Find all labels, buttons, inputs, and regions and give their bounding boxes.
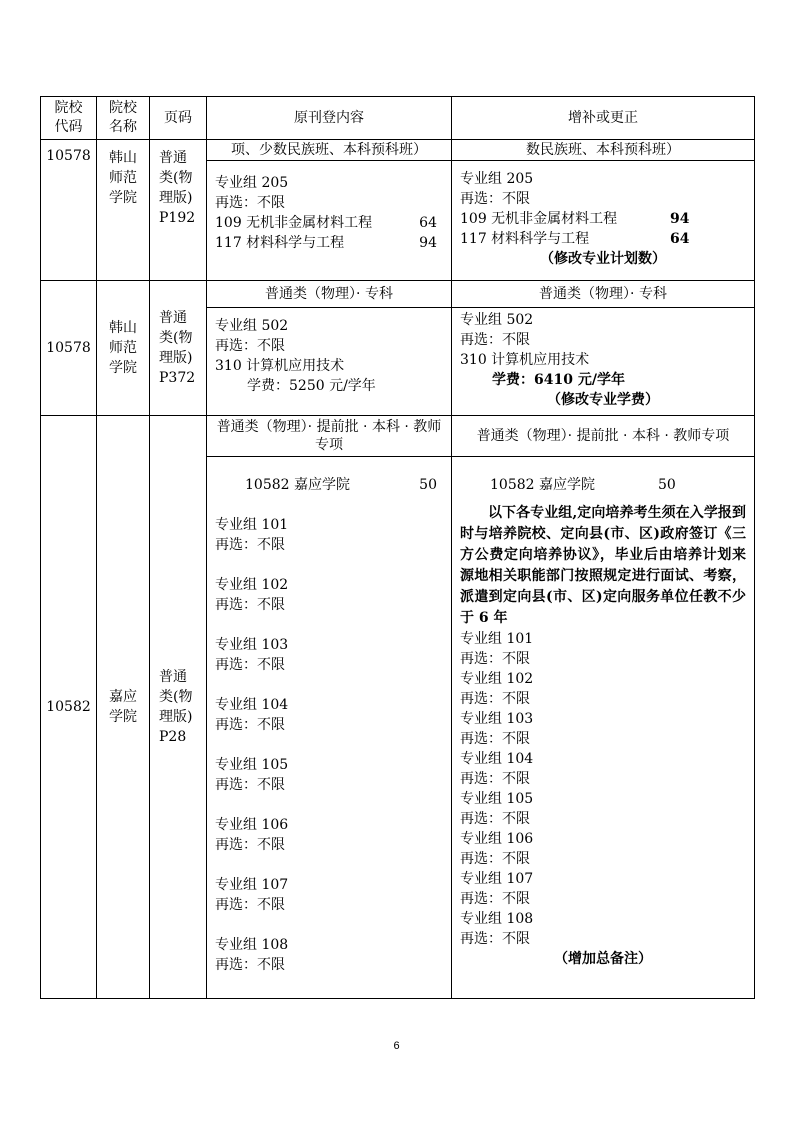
row3-corr-groups bbox=[460, 629, 746, 949]
header-code: 院校 代码 bbox=[41, 97, 97, 140]
row1-orig-major2: 117 材料科学与工程 94 bbox=[215, 235, 437, 251]
row1-orig-group: 专业组 205 bbox=[215, 175, 289, 191]
row3-corr-group: 专业组 106 bbox=[460, 831, 534, 847]
row3-orig-reselect: 再选：不限 bbox=[215, 777, 285, 793]
header-name: 院校 名称 bbox=[97, 97, 150, 140]
row1-corr-group: 专业组 205 bbox=[460, 171, 534, 187]
row3-orig-group: 专业组 106 bbox=[215, 817, 289, 833]
row2-code: 10578 bbox=[41, 281, 97, 416]
row2-corr-sub: 普通类（物理）· 专科 bbox=[452, 281, 755, 308]
header-correction: 增补或更正 bbox=[452, 97, 755, 140]
row2-corr-cell bbox=[452, 308, 755, 416]
header-page: 页码 bbox=[150, 97, 207, 140]
errata-table bbox=[40, 96, 755, 999]
row3-sub-row bbox=[41, 416, 755, 457]
row3-orig-reselect: 再选：不限 bbox=[215, 957, 285, 973]
row3-corr-group: 专业组 101 bbox=[460, 631, 534, 647]
row3-code: 10582 bbox=[41, 416, 97, 999]
row3-orig-cell bbox=[207, 457, 452, 999]
row3-orig-group: 专业组 101 bbox=[215, 517, 289, 533]
row1-corr-cell bbox=[452, 161, 755, 281]
row3-orig-reselect: 再选：不限 bbox=[215, 657, 285, 673]
row1-corr-sub: 数民族班、本科预科班） bbox=[452, 140, 755, 161]
row3-orig-group: 专业组 103 bbox=[215, 637, 289, 653]
row3-corr-reselect: 再选：不限 bbox=[460, 691, 530, 707]
row3-orig-reselect: 再选：不限 bbox=[215, 717, 285, 733]
row3-corr-reselect: 再选：不限 bbox=[460, 771, 530, 787]
row1-corr-note: （修改专业计划数） bbox=[540, 251, 666, 267]
row3-orig-group: 专业组 107 bbox=[215, 877, 289, 893]
row3-orig-reselect: 再选：不限 bbox=[215, 837, 285, 853]
row3-orig-group: 专业组 108 bbox=[215, 937, 289, 953]
row3-name: 嘉应 学院 bbox=[97, 416, 150, 999]
row3-corr-cell bbox=[452, 457, 755, 999]
row3-corr-reselect: 再选：不限 bbox=[460, 811, 530, 827]
row2-corr-major: 310 计算机应用技术 bbox=[460, 352, 590, 368]
row3-orig-reselect: 再选：不限 bbox=[215, 597, 285, 613]
row2-page: 普通 类(物 理版) P372 bbox=[150, 281, 207, 416]
row1-code: 10578 bbox=[41, 140, 97, 281]
row3-corr-note: （增加总备注） bbox=[554, 951, 652, 967]
row3-corr-school: 10582 嘉应学院 50 bbox=[490, 477, 676, 493]
row1-orig-cell bbox=[207, 161, 452, 281]
table-header-row bbox=[41, 97, 755, 140]
row2-corr-reselect: 再选：不限 bbox=[460, 332, 530, 348]
row1-corr-major2: 117 材料科学与工程 64 bbox=[460, 231, 690, 247]
row2-corr-group: 专业组 502 bbox=[460, 312, 534, 328]
row1-name: 韩山 师范 学院 bbox=[97, 140, 150, 281]
row2-orig-group: 专业组 502 bbox=[215, 318, 289, 334]
row3-page: 普通 类(物 理版) P28 bbox=[150, 416, 207, 999]
row1-page: 普通 类(物 理版) P192 bbox=[150, 140, 207, 281]
header-original: 原刊登内容 bbox=[207, 97, 452, 140]
row1-sub-row bbox=[41, 140, 755, 161]
row2-orig-cell bbox=[207, 308, 452, 416]
row3-orig-groups bbox=[215, 515, 443, 975]
row3-corr-reselect: 再选：不限 bbox=[460, 651, 530, 667]
row2-corr-note: （修改专业学费） bbox=[547, 392, 659, 408]
row3-orig-reselect: 再选：不限 bbox=[215, 537, 285, 553]
row1-orig-sub: 项、少数民族班、本科预科班） bbox=[207, 140, 452, 161]
row3-orig-school: 10582 嘉应学院 50 bbox=[245, 477, 437, 493]
row3-corr-group: 专业组 108 bbox=[460, 911, 534, 927]
row3-corr-reselect: 再选：不限 bbox=[460, 851, 530, 867]
row3-corr-reselect: 再选：不限 bbox=[460, 891, 530, 907]
row2-sub-row bbox=[41, 281, 755, 308]
row3-orig-sub: 普通类（物理）· 提前批 · 本科 · 教师专项 bbox=[207, 416, 452, 457]
row3-corr-group: 专业组 103 bbox=[460, 711, 534, 727]
row3-corr-group: 专业组 104 bbox=[460, 751, 534, 767]
row2-orig-fee: 学费：5250 元/学年 bbox=[247, 378, 376, 394]
row1-corr-reselect: 再选：不限 bbox=[460, 191, 530, 207]
row3-corr-reselect: 再选：不限 bbox=[460, 731, 530, 747]
row2-orig-reselect: 再选：不限 bbox=[215, 338, 285, 354]
row1-orig-major1: 109 无机非金属材料工程 64 bbox=[215, 215, 437, 231]
row1-corr-major1: 109 无机非金属材料工程 94 bbox=[460, 211, 690, 227]
row3-corr-group: 专业组 107 bbox=[460, 871, 534, 887]
row3-corr-group: 专业组 105 bbox=[460, 791, 534, 807]
row3-corr-paragraph: 以下各专业组,定向培养考生须在入学报到时与培养院校、定向县(市、区)政府签订《三方公费定向培养协议》，毕业后由培养计划来源地相关职能部门按照规定进行面试、考察，派遣到定向县(市、区)定向服务单位任教不少于 6 年 bbox=[460, 505, 746, 626]
page-number: 6 bbox=[393, 1040, 400, 1052]
row3-corr-sub: 普通类（物理）· 提前批 · 本科 · 教师专项 bbox=[452, 416, 755, 457]
row3-orig-group: 专业组 102 bbox=[215, 577, 289, 593]
row1-orig-reselect: 再选：不限 bbox=[215, 195, 285, 211]
row3-orig-reselect: 再选：不限 bbox=[215, 897, 285, 913]
row2-name: 韩山 师范 学院 bbox=[97, 281, 150, 416]
row2-corr-fee: 学费：6410 元/学年 bbox=[492, 372, 625, 388]
row3-orig-group: 专业组 105 bbox=[215, 757, 289, 773]
row3-orig-group: 专业组 104 bbox=[215, 697, 289, 713]
row3-corr-reselect: 再选：不限 bbox=[460, 931, 530, 947]
row3-corr-group: 专业组 102 bbox=[460, 671, 534, 687]
row2-orig-sub: 普通类（物理）· 专科 bbox=[207, 281, 452, 308]
row2-orig-major: 310 计算机应用技术 bbox=[215, 358, 345, 374]
